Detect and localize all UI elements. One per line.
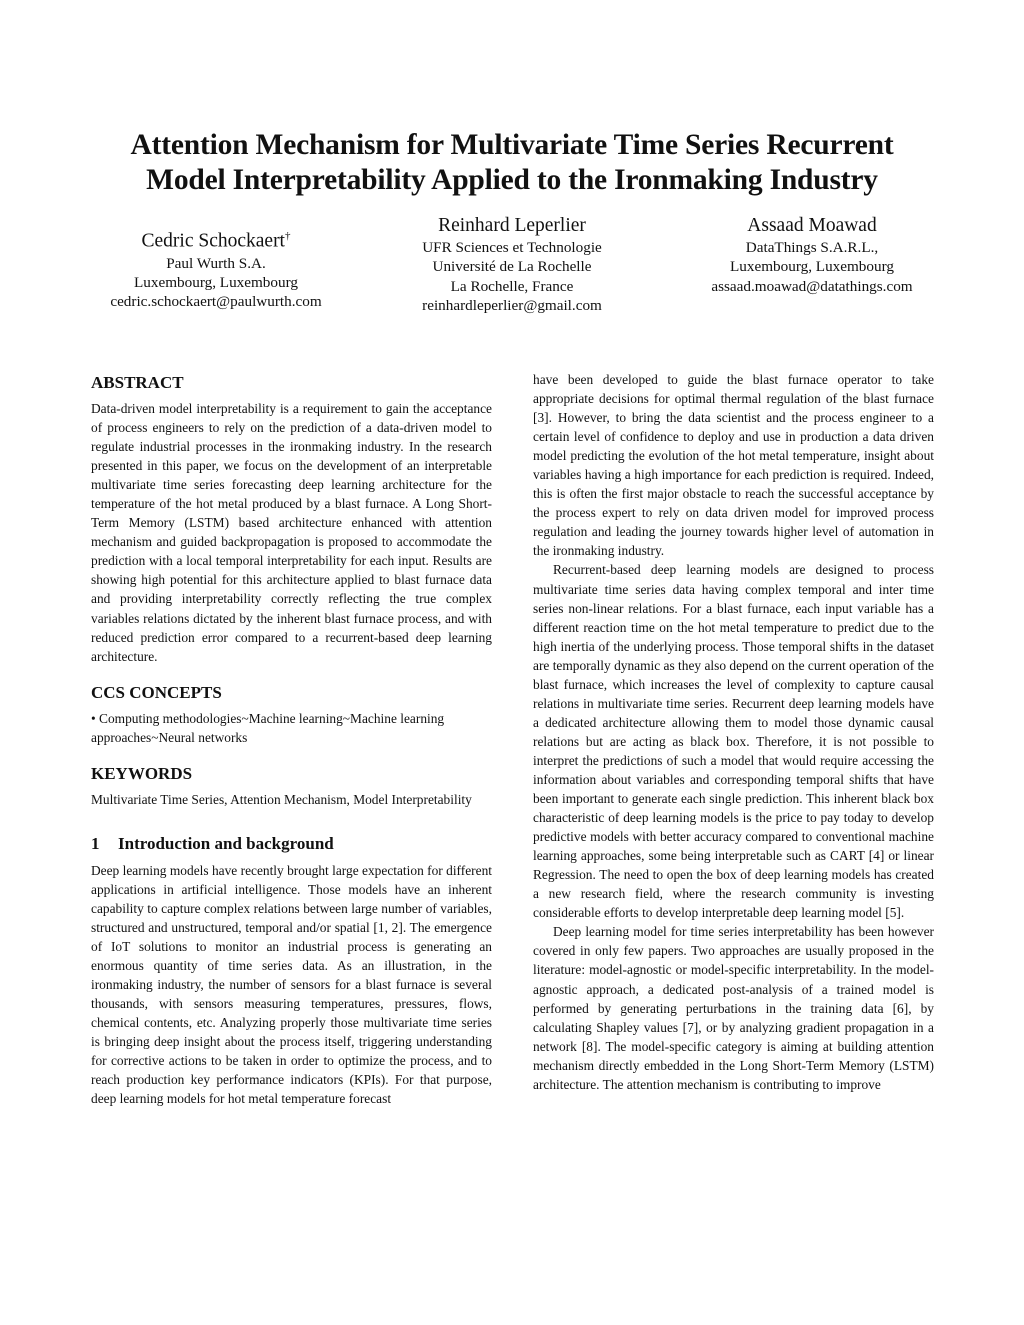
author-dagger-mark: † — [284, 230, 291, 242]
author-location: Luxembourg, Luxembourg — [134, 273, 298, 291]
abstract-heading: ABSTRACT — [91, 373, 184, 392]
author-affiliation: DataThings S.A.R.L., — [745, 239, 879, 256]
author-email: reinhardleperlier@gmail.com — [422, 297, 602, 315]
body-paragraph: Deep learning model for time series interpretability has been however covered in only few papers. Two approaches are usually proposed in the literature: model-agnostic or model-specific interpretability. In the model-agnostic approach, a dedicated post-analysis of a trained model is performed by generating perturbations in the training data [6], by calculating Shapley values [7], or by analyzing gradient propagation in a network [8]. The model-specific category is aiming at building attention mechanism directly embedded in the Long Short-Term Memory (LSTM) architecture. The attention mechanism is contributing to improve — [533, 924, 934, 1092]
body-paragraph: have been developed to guide the blast furnace operator to take appropriate decisions for optimal thermal regulation of the blast furnace [3]. However, to bring the data scientist and the process engineer to a certain level of confidence to deploy and use in production a data driven model predicting the evolution of the hot metal temperature, insight about variables having a high importance for each prediction is required. Indeed, this is often the first major obstacle to reach the successful acceptance by the process expert to rely on data driven model for improved process regulation and leading the journey towards higher level of automation in the ironmaking industry. — [533, 372, 934, 559]
author-email: cedric.schockaert@paulwurth.com — [110, 293, 322, 311]
author-affiliation: Paul Wurth S.A. — [166, 254, 266, 272]
ccs-heading: CCS CONCEPTS — [91, 682, 222, 702]
section-number: 1 — [91, 833, 100, 853]
ccs-text: • Computing methodologies~Machine learning~Machine learning approaches~Neural networks — [91, 710, 445, 745]
author-email: assaad.moawad@datathings.com — [711, 277, 913, 295]
author-location: La Rochelle, France — [450, 277, 574, 295]
keywords-heading: KEYWORDS — [91, 763, 193, 783]
introduction-paragraph: Deep learning models have recently brought large expectation for different applications in artificial intelligence. Those models have an inherent capability to capture complex relations between large number of variables, structured and unstructured, temporal and/or spatial [1, 2]. The emergence of IoT solutions to monitor an industrial process is generating an enormous quantity of time series data. As an illustration, in the ironmaking industry, the number of sensors for a blast furnace is several thousands, with sensors measuring temperatures, pressures, flows, chemical contents, etc. Analyzing properly those multivariate time series is bringing deep insight about the process itself, triggering understanding for corrective actions to be taken in order to optimize the process, and to reach production key performance indicators (KPIs). For that purpose, deep learning models for hot metal temperature forecast — [91, 862, 492, 1107]
author-affiliation: Université de La Rochelle — [432, 258, 592, 276]
left-column — [91, 372, 492, 1108]
title-line-2: Model Interpretability Applied to the Ironmaking Industry — [146, 164, 878, 196]
right-column — [533, 370, 934, 1094]
author-block-3 — [676, 214, 948, 296]
author-name: Assaad Moawad — [747, 215, 877, 236]
section-title: Introduction and background — [118, 833, 334, 853]
introduction-heading — [91, 833, 492, 855]
author-name: Reinhard Leperlier — [438, 215, 586, 236]
author-location: Luxembourg, Luxembourg — [730, 258, 894, 276]
paper-title — [60, 128, 964, 198]
body-paragraph: Recurrent-based deep learning models are designed to process multivariate time series data having complex temporal and inter time series non-linear relations. For a blast furnace, each input variable has a different reaction time on the hot metal temperature to predict due to the high inertia of the underlying process. Those temporal shifts in the dataset are temporally dynamic as they also depend on the current operation of the blast furnace, which increases the level of complexity to capture causal relations in multivariate time series. Recurrent deep learning models have a dedicated architecture allowing them to model those dynamic causal relations but are acting as black box. Therefore, it is not possible to interpret the predictions of such a model that would require accessing the information about variables and corresponding temporal shifts that have been important to generate each single prediction. This inherent black box characteristic of deep learning models is the price to pay today to develop predictive models with better accuracy compared to conventional machine learning approaches, some being interpretable such as CART [4] or linear Regression. The need to open the box of deep learning models has created a new research field, where the research community is investing considerable efforts to develop interpretable deep learning model [5]. — [533, 562, 934, 921]
keywords-text: Multivariate Time Series, Attention Mechanism, Model Interpretability — [91, 791, 472, 807]
author-affiliation: UFR Sciences et Technologie — [422, 239, 602, 256]
title-line-1: Attention Mechanism for Multivariate Time Series Recurrent — [130, 129, 894, 161]
author-name: Cedric Schockaert — [141, 230, 285, 252]
abstract-text: Data-driven model interpretability is a requirement to gain the acceptance of process engineers to rely on the prediction of a data-driven model to regulate industrial processes in the ironmaking industry. In the research presented in this paper, we focus on the development of an interpretable multivariate time series forecasting deep learning architecture for the temperature of the hot metal produced by a blast furnace. A Long Short-Term Memory (LSTM) based architecture enhanced with attention mechanism and guided backpropagation is proposed to accommodate the prediction with a local temporal interpretability for each input. Results are showing high potential for this architecture applied to blast furnace data and providing interpretability correctly reflecting the true complex variables relations dictated by the inherent blast furnace process, and with reduced prediction error compared to a recurrent-based deep learning architecture. — [91, 401, 492, 664]
author-block-1 — [76, 224, 356, 312]
author-block-2 — [372, 214, 652, 316]
